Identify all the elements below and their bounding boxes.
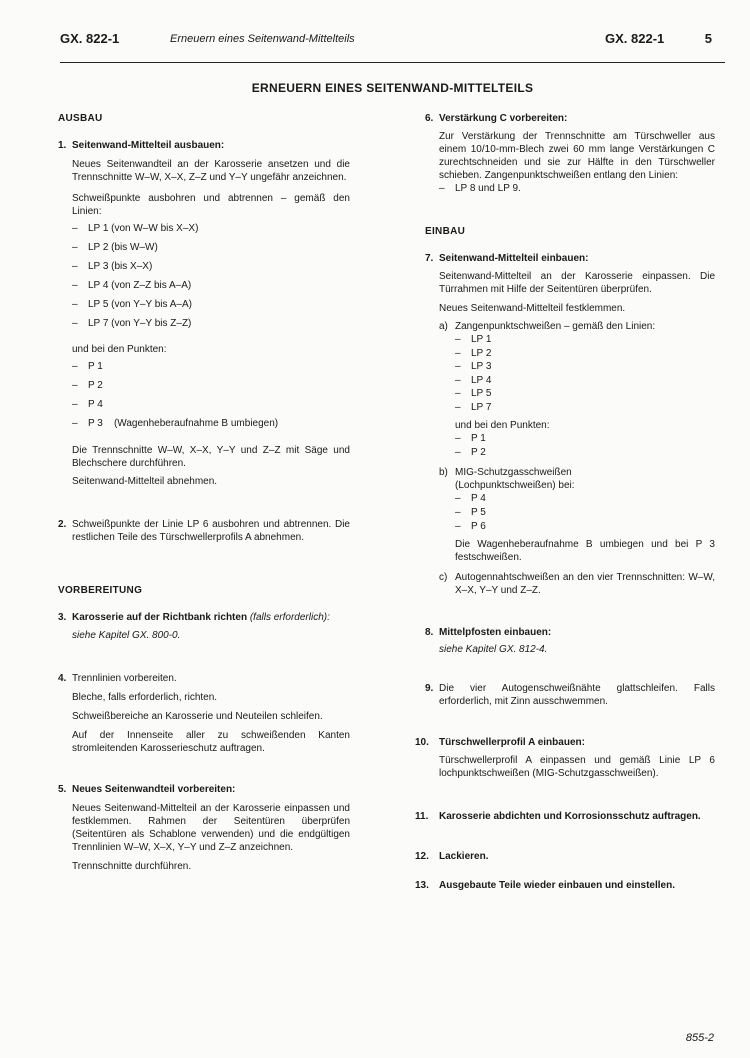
step-title: Seitenwand-Mittelteil einbauen: — [439, 253, 589, 264]
list-item: – LP 3 (bis X–X) — [72, 260, 350, 279]
substep-b — [439, 466, 715, 564]
step-paragraph: Bleche, falls erforderlich, richten. — [72, 692, 218, 703]
step-paragraph: Seitenwand-Mittelteil abnehmen. — [72, 476, 218, 487]
header-rule — [60, 62, 725, 63]
step-paragraph: Ausgebaute Teile wieder einbauen und einstellen. — [439, 880, 675, 891]
list-item: – LP 1 (von W–W bis X–X) — [72, 222, 350, 241]
step-paragraph: Neues Seitenwandteil an der Karosserie ansetzen und die Trennschnitte W–W, X–X, Z–Z und Y–Y ungefähr anzeichnen. — [72, 159, 350, 183]
section-vorbereitung-title: VORBEREITUNG — [58, 585, 143, 596]
substep-text: und bei den Punkten: — [455, 420, 550, 431]
step-8 — [425, 626, 715, 656]
step-paragraph: und bei den Punkten: — [72, 344, 167, 355]
step-number: 6. — [425, 113, 434, 124]
step-paragraph: Zur Verstärkung der Trennschnitte am Türschweller aus einem 10/10-mm-Blech zwei 60 mm lange Verstärkungen C zurechtschneiden und sie zur Hälfte in den Türschweller schieben. Zangenpunktschweißen entlang den Linien: — [439, 131, 715, 181]
step-3 — [58, 611, 350, 642]
step-paragraph: Neues Seitenwand-Mittelteil festklemmen. — [439, 303, 626, 314]
header-title: Erneuern eines Seitenwand-Mittelteils — [170, 33, 355, 45]
chapter-reference: siehe Kapitel GX. 812-4. — [439, 644, 548, 655]
list-item: – P 1 — [72, 360, 350, 379]
substep-a — [439, 320, 715, 459]
list-item: – LP 8 und LP 9. — [439, 182, 715, 195]
step-paragraph: Schweißbereiche an Karosserie und Neuteilen schleifen. — [72, 711, 323, 722]
header-code-left: GX. 822-1 — [60, 31, 120, 46]
step-number: 10. — [415, 737, 429, 748]
step-2 — [58, 518, 350, 544]
step-paragraph: Lackieren. — [439, 851, 489, 862]
step-title: Karosserie auf der Richtbank richten — [72, 612, 248, 623]
step-number: 4. — [58, 673, 67, 684]
header-code-right: GX. 822-1 — [605, 31, 665, 46]
chapter-reference: siehe Kapitel GX. 800-0. — [72, 630, 181, 641]
step-number: 11. — [415, 811, 429, 822]
step-12 — [415, 850, 715, 863]
list-item: – P 2 — [72, 379, 350, 398]
step-paragraph: Trennschnitte durchführen. — [72, 861, 192, 872]
step-11 — [415, 810, 715, 823]
list-item: – LP 4 (von Z–Z bis A–A) — [72, 279, 350, 298]
step-1 — [58, 139, 350, 488]
step-paragraph: Schweißpunkte ausbohren und abtrennen – gemäß den Linien: — [72, 193, 350, 217]
step-number: 1. — [58, 140, 67, 151]
substep-text: MIG-Schutzgasschweißen (Lochpunktschweißen) bei: — [455, 467, 575, 491]
list-item: – LP 3 — [455, 360, 715, 374]
step-title-note: (falls erforderlich): — [249, 612, 330, 623]
step-number: 7. — [425, 253, 434, 264]
step-4 — [58, 672, 350, 755]
page-header — [60, 32, 720, 50]
line-list — [72, 222, 350, 336]
substep-text: Autogennahtschweißen an den vier Trennschnitten: W–W, X–X, Y–Y und Z–Z. — [455, 572, 715, 596]
step-paragraph: Auf der Innenseite aller zu schweißenden Kanten stromleitenden Karosserieschutz auftragen. — [72, 730, 350, 754]
step-title: Trennlinien vorbereiten. — [72, 673, 177, 684]
list-item: – P 3 (Wagenheberaufnahme B umbiegen) — [72, 417, 350, 436]
list-item: – P 2 — [455, 446, 715, 460]
step-number: 5. — [58, 784, 67, 795]
step-title: Verstärkung C vorbereiten: — [439, 113, 568, 124]
substep-label: c) — [439, 572, 448, 583]
right-column — [415, 112, 715, 892]
list-item: – LP 7 — [455, 401, 715, 415]
step-10 — [415, 736, 715, 780]
list-item: – LP 1 — [455, 333, 715, 347]
step-number: 3. — [58, 612, 67, 623]
step-title: Türschwellerprofil A einbauen: — [439, 737, 585, 748]
step-6 — [425, 112, 715, 195]
list-item: – LP 2 (bis W–W) — [72, 241, 350, 260]
step-7 — [425, 252, 715, 597]
substep-label: b) — [439, 467, 448, 478]
list-item: – LP 7 (von Y–Y bis Z–Z) — [72, 317, 350, 336]
list-item: – P 4 — [72, 398, 350, 417]
section-einbau-title: EINBAU — [425, 226, 466, 237]
step-paragraph: Seitenwand-Mittelteil an der Karosserie einpassen. Die Türrahmen mit Hilfe der Seitentüren überprüfen. — [439, 271, 715, 295]
list-item: – LP 5 (von Y–Y bis A–A) — [72, 298, 350, 317]
list-item: – LP 2 — [455, 347, 715, 361]
step-paragraph: Karosserie abdichten und Korrosionsschutz auftragen. — [439, 811, 701, 822]
step-number: 9. — [425, 683, 434, 694]
step-13 — [415, 879, 715, 892]
list-item: – LP 4 — [455, 374, 715, 388]
step-paragraph: Schweißpunkte der Linie LP 6 ausbohren und abtrennen. Die restlichen Teile des Türschwellerprofils A abnehmen. — [72, 519, 350, 543]
step-title: Mittelpfosten einbauen: — [439, 627, 552, 638]
substep-text: Zangenpunktschweißen – gemäß den Linien: — [455, 321, 656, 332]
line-list — [455, 333, 715, 414]
left-column — [58, 112, 350, 873]
page-reference: 855-2 — [685, 1032, 714, 1044]
substep-text: Die Wagenheberaufnahme B umbiegen und bei P 3 festschweißen. — [455, 539, 715, 563]
step-number: 12. — [415, 851, 429, 862]
step-title: Neues Seitenwandteil vorbereiten: — [72, 784, 236, 795]
main-title: ERNEUERN EINES SEITENWAND-MITTELTEILS — [251, 81, 534, 95]
step-paragraph: Neues Seitenwand-Mittelteil an der Karosserie einpassen und festklemmen. Rahmen der Seitentüren überprüfen (Seitentüren als Schablone verwenden) und die endgültigen Trennlinien W–W, X–X, Y–Y und Z–Z anzeichnen. — [72, 803, 350, 853]
step-number: 8. — [425, 627, 434, 638]
step-title: Seitenwand-Mittelteil ausbauen: — [72, 140, 225, 151]
point-list — [72, 360, 350, 436]
page-number: 5 — [704, 31, 712, 46]
step-paragraph: Türschwellerprofil A einpassen und gemäß Linie LP 6 lochpunktschweißen (MIG-Schutzgasschweißen). — [439, 755, 715, 779]
step-9 — [425, 682, 715, 708]
step-paragraph: Die Trennschnitte W–W, X–X, Y–Y und Z–Z mit Säge und Blechschere durchführen. — [72, 445, 350, 469]
substep-label: a) — [439, 321, 448, 332]
list-item: – P 4 — [455, 492, 715, 506]
step-paragraph: Die vier Autogenschweißnähte glattschleifen. Falls erforderlich, mit Zinn ausschwemmen. — [439, 683, 715, 707]
substep-c — [439, 571, 715, 597]
list-item: – P 5 — [455, 506, 715, 520]
step-number: 13. — [415, 880, 429, 891]
list-item: – P 1 — [455, 432, 715, 446]
list-item: – P 6 — [455, 520, 715, 534]
step-5 — [58, 783, 350, 873]
step-number: 2. — [58, 519, 67, 530]
section-ausbau-title: AUSBAU — [58, 113, 103, 124]
list-item: – LP 5 — [455, 387, 715, 401]
